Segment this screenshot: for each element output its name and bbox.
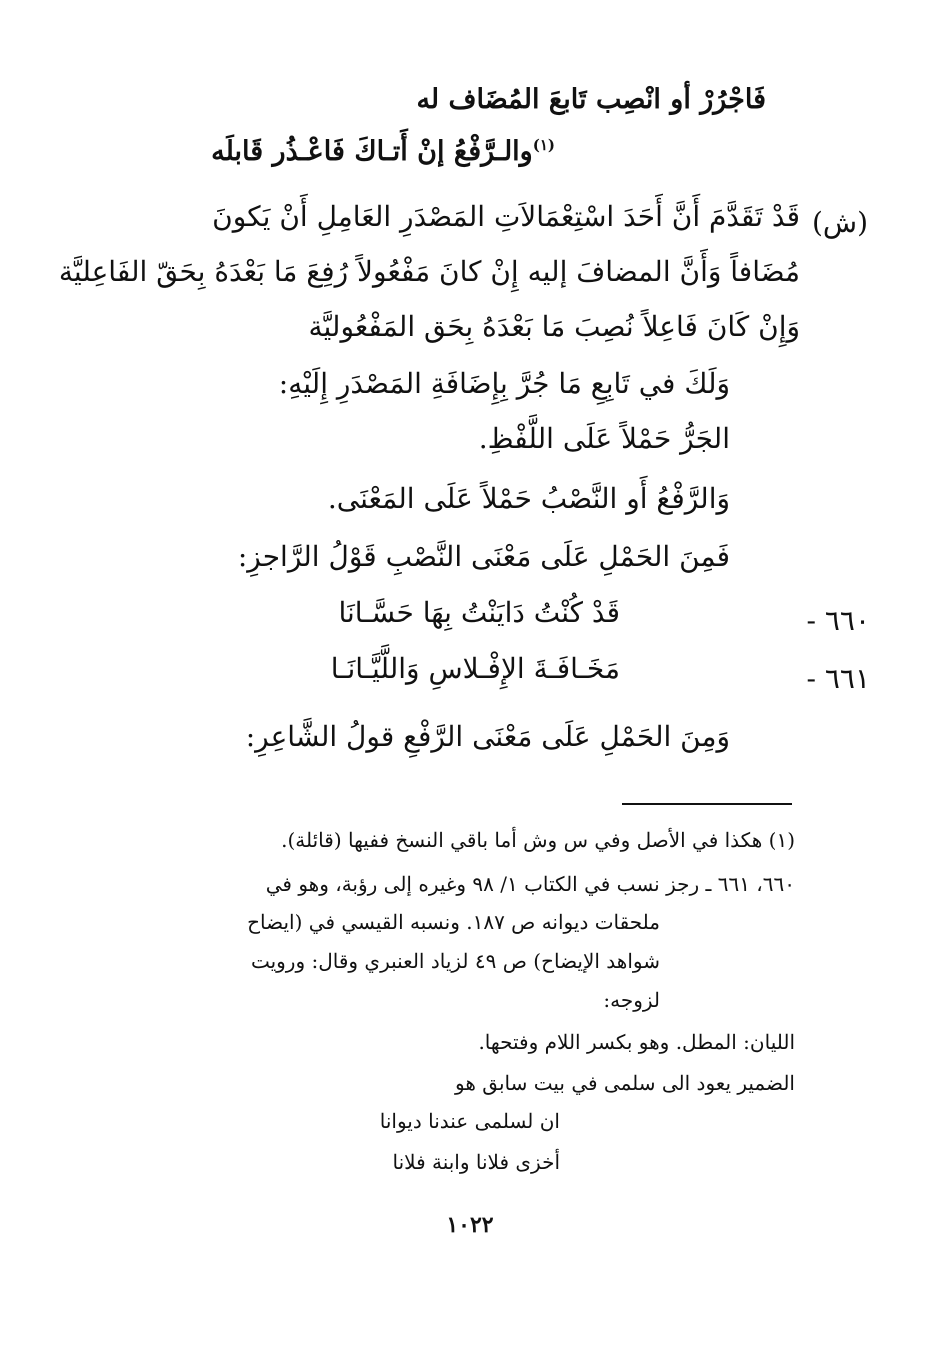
footnote-3: الليان: المطل. وهو بكسر اللام وفتحها. <box>478 1030 795 1054</box>
footnote-separator <box>622 803 792 805</box>
sharh-line-3: وَإِنْ كَانَ فَاعِلاً نُصِبَ مَا بَعْدَهُ بِحَق المَفْعُوليَّة <box>308 310 800 343</box>
footnote-2-line-4: لزوجه: <box>603 988 660 1012</box>
sharh-line-4: وَلَكَ في تَابِعِ مَا جُرَّ بِإِضَافَةِ المَصْدَرِ إِلَيْهِ: <box>278 367 730 400</box>
sharh-line-5: الجَرُّ حَمْلاً عَلَى اللَّفْظِ. <box>478 422 730 455</box>
verse-line-2 <box>211 136 555 167</box>
verse-line-2-text: والـرَّفْعُ إنْ أَتـاكَ فَاعْـذُر قَابلَه <box>211 136 533 167</box>
footnote-1: (١) هكذا في الأصل وفي س وش أما باقي النسخ ففيها (قائلة). <box>281 828 795 852</box>
sharh-line-7: فَمِنَ الحَمْلِ عَلَى مَعْنَى النَّصْبِ قَوْلُ الرَّاجزِ: <box>237 540 730 573</box>
footnote-2-line-3: شواهد الإيضاح) ص ٤٩ لزياد العنبري وقال: ورويت <box>250 949 660 973</box>
page-number: ١٠٢٢ <box>446 1212 494 1238</box>
verse-line-1: فَاجْرُرْ أو انْصِب تَابعَ المُضَاف له <box>416 84 766 115</box>
footnote-ref-1: (١) <box>532 136 555 154</box>
poem-number: ٦٦١ - <box>806 662 870 695</box>
poem-line: قَدْ كُنْتُ دَايَنْتُ بِهَا حَسَّـانَا <box>338 596 620 629</box>
footnote-2-line-2: ملحقات ديوانه ص ١٨٧. ونسبه القيسي في (ايضاح <box>247 910 660 934</box>
poem-line: مَخَـافَـةَ الإِفْـلاسِ وَاللَّيَّـانَـا <box>330 652 620 685</box>
footnote-6: أخزى فلانا وابنة فلانا <box>392 1150 560 1174</box>
footnote-5: ان لسلمى عندنا ديوانا <box>379 1109 560 1133</box>
poem-number: ٦٦٠ - <box>806 604 870 637</box>
sharh-line-6: وَالرَّفْعُ أَو النَّصْبُ حَمْلاً عَلَى المَعْنَى. <box>327 482 730 515</box>
footnote-2-line-1: ٦٦٠، ٦٦١ ـ رجز نسب في الكتاب ١/ ٩٨ وغيره إلى رؤبة، وهو في <box>265 872 795 896</box>
footnote-4: الضمير يعود الى سلمى في بيت سابق هو <box>455 1071 795 1095</box>
sharh-marker: (ش) <box>811 206 868 239</box>
sharh-line-2: مُضَافاً وَأَنَّ المضافَ إليه إِنْ كانَ مَفْعُولاً رُفِعَ مَا بَعْدَهُ بِحَقّ الفَاعِليَّة <box>58 255 800 288</box>
sharh2-line-1: وَمِنَ الحَمْلِ عَلَى مَعْنَى الرَّفْعِ قولُ الشَّاعِرِ: <box>245 720 730 753</box>
sharh-line-1: قَدْ تَقَدَّمَ أَنَّ أَحَدَ اسْتِعْمَالاَتِ المَصْدَرِ العَامِلِ أَنْ يَكونَ <box>212 200 800 233</box>
